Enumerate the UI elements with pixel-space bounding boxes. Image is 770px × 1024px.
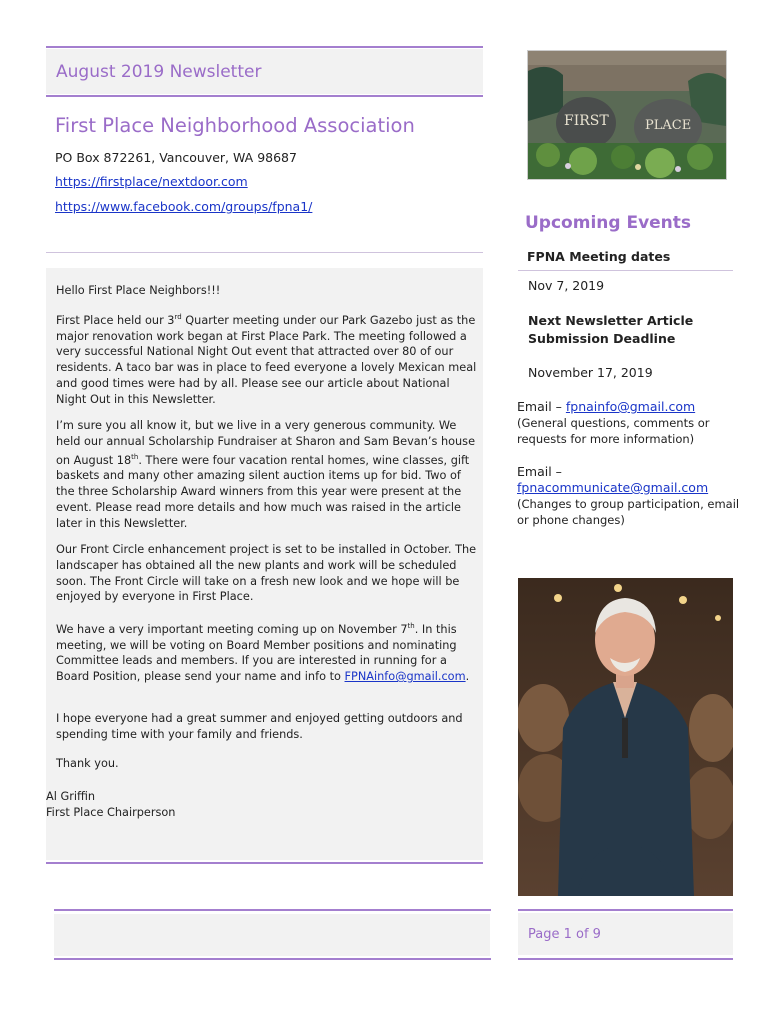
letter-paragraph-5: I hope everyone had a great summer and enjoyed getting outdoors and spending time with your family and friends. — [56, 712, 463, 741]
contact-general-note: (General questions, comments or requests for more information) — [517, 416, 710, 446]
svg-text:FIRST: FIRST — [564, 113, 609, 129]
fpnacommunicate-email-link[interactable]: fpnacommunicate@gmail.com — [517, 480, 709, 495]
footer-left-bottom-rule — [54, 958, 491, 960]
footer-left-band — [54, 914, 490, 956]
header-top-rule — [46, 46, 483, 48]
meeting-divider — [518, 270, 733, 271]
facebook-link[interactable]: https://www.facebook.com/groups/fpna1/ — [55, 199, 313, 214]
issue-title: August 2019 Newsletter — [56, 62, 262, 82]
nextdoor-link[interactable]: https://firstplace/nextdoor.com — [55, 174, 248, 189]
org-address: PO Box 872261, Vancouver, WA 98687 — [55, 150, 297, 165]
signature-title: First Place Chairperson — [46, 806, 176, 819]
contact-communicate: Email – fpnacommunicate@gmail.com (Changes to group participation, email or phone changes) — [517, 464, 742, 528]
page-number: Page 1 of 9 — [528, 927, 601, 942]
signature-name: Al Griffin — [46, 790, 96, 803]
meeting-dates-label: FPNA Meeting dates — [527, 249, 671, 264]
deadline-label: Next Newsletter Article Submission Deadline — [528, 313, 694, 346]
chairperson-photo — [518, 578, 733, 896]
upcoming-events-title: Upcoming Events — [525, 213, 692, 233]
letter-paragraph-4: We have a very important meeting coming up on November 7th. In this meeting, we will be voting on Board Member positions and nominating Committee leads and members. If you are interested in running for a Board Position, please send your name and info to FPNAinfo@gmail.com. — [56, 622, 470, 684]
deadline-date: November 17, 2019 — [528, 365, 653, 380]
letter-paragraph-2: I’m sure you all know it, but we live in a very generous community. We held our annual Scholarship Fundraiser at Sharon and Sam Bevan’s house on August 18th. There were four vacation rental homes, wine classes, gift baskets and many other amazing silent auction items up for bid. Two of the three Scholarship Award winners from this year were present at the event. Please read more details and how much was raised in the article later in this Newsletter. — [56, 419, 476, 530]
header-divider — [46, 252, 483, 253]
signature — [46, 789, 175, 821]
contact-communicate-note: (Changes to group participation, email or phone changes) — [517, 497, 740, 527]
letter-bottom-rule — [46, 862, 483, 864]
footer-left-top-rule — [54, 909, 491, 911]
fpnainfo-email-link[interactable]: fpnainfo@gmail.com — [565, 399, 696, 414]
footer-right-bottom-rule — [518, 958, 733, 960]
letter-greeting: Hello First Place Neighbors!!! — [56, 284, 221, 297]
contact-general: Email – fpnainfo@gmail.com (General questions, comments or requests for more information) — [517, 399, 742, 447]
letter-paragraph-1: First Place held our 3rd Quarter meeting under our Park Gazebo just as the major renovation work began at First Place Park. The meeting followed a very successful National Night Out event that attracted over 80 of our residents. A taco bar was in place to feed everyone a lovely Mexican meal and good times were had by all. Please see our article about National Night Out in this Newsletter. — [56, 313, 477, 406]
entrance-sign-photo — [527, 50, 727, 180]
org-name: First Place Neighborhood Association — [55, 114, 415, 137]
svg-text:PLACE: PLACE — [645, 118, 692, 133]
letter-thanks: Thank you. — [56, 757, 119, 770]
fpnainfo-email-link[interactable]: FPNAinfo@gmail.com — [344, 670, 466, 684]
header-bottom-rule — [46, 95, 483, 97]
meeting-date: Nov 7, 2019 — [528, 278, 605, 293]
letter-paragraph-3: Our Front Circle enhancement project is set to be installed in October. The landscaper has obtained all the new plants and work will be scheduled soon. The Front Circle will take on a fresh new look and we hope will be enjoyed by everyone in First Place. — [56, 543, 477, 604]
footer-right-top-rule — [518, 909, 733, 911]
